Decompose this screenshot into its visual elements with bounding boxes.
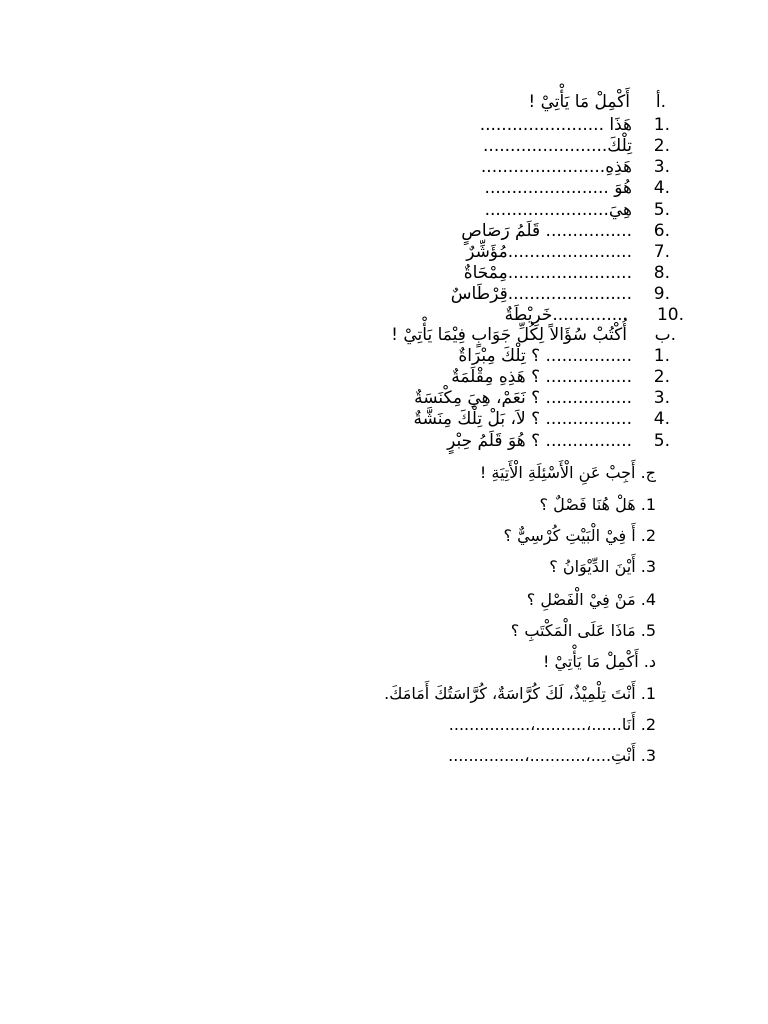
item-text: ................ قَلَمُ رَصَاصٍ — [461, 221, 632, 241]
item-text: 1. أَنْتَ تِلْمِيْذٌ، لَكَ كُرَّاسَةٌ، كُرَّاسَتُكَ أَمَامَكَ. — [384, 684, 656, 703]
item-number: 10. — [656, 305, 684, 325]
item-text: 2. أَنَا......،..........،................ — [448, 715, 656, 734]
item-number: 8. — [653, 263, 670, 283]
item-text: هُوَ ....................... — [484, 178, 632, 198]
item-text: ................ ؟ نَعَمْ، هِيَ مِكْنَسَةٌ — [414, 388, 632, 408]
item-number: 6. — [653, 221, 670, 241]
section-b-marker: ب. — [654, 325, 676, 345]
item-text: ................ ؟ هُوَ قَلَمُ حِبْرٍ — [447, 431, 632, 451]
item-text: ................ ؟ هَذِهِ مِقْلَمَةٌ — [451, 367, 632, 387]
item-number: 9. — [653, 284, 670, 304]
item-number: 3. — [653, 388, 670, 408]
item-text: ..............خَرِيْطَةٌ — [504, 305, 628, 325]
item-text: ................ ؟ لاَ، بَلْ تِلْكَ مِنَشَّةٌ — [413, 409, 632, 429]
section-c-heading-text: ج. أَجِبْ عَنِ الْأَسْئِلَةِ الْأَتِيَةِ ! — [479, 463, 656, 482]
item-text: هِيَ....................... — [484, 200, 632, 220]
item-text: هَذَا ....................... — [479, 115, 632, 135]
section-d-heading-text: د. أَكْمِلْ مَا يَأْتِيْ ! — [543, 652, 656, 671]
item-number: 2. — [653, 367, 670, 387]
question-text: 4. مَنْ فِيْ الْفَصْلِ ؟ — [526, 590, 656, 609]
item-text: تِلْكَ....................... — [483, 136, 632, 156]
item-number: 1. — [653, 115, 670, 135]
item-number: 1. — [653, 346, 670, 366]
item-text: .......................مُؤَشِّرٌ — [466, 242, 632, 262]
item-text: .......................قِرْطَاسٌ — [450, 284, 632, 304]
section-a-heading: أَكْمِلْ مَا يَأْتِيْ ! — [528, 92, 630, 112]
item-number: 4. — [653, 409, 670, 429]
item-text: هَذِهِ....................... — [480, 157, 632, 177]
section-b-heading: أُكْتُبْ سُؤَالاً لِكُلِّ جَوَابٍ فِيْمَا يَأْتِيْ ! — [391, 325, 627, 345]
question-text: 3. أَيْنَ الدِّيْوَانُ ؟ — [549, 557, 656, 576]
item-number: 2. — [653, 136, 670, 156]
item-text: .......................مِمْحَاةٌ — [463, 263, 632, 283]
question-text: 2. أَ فِيْ الْبَيْتِ كُرْسِيٌّ ؟ — [503, 526, 656, 545]
item-number: 4. — [653, 178, 670, 198]
item-text: ................ ؟ تِلْكَ مِبْرَاةٌ — [458, 346, 632, 366]
item-number: 3. — [653, 157, 670, 177]
question-text: 5. مَاذَا عَلَى الْمَكْتَبِ ؟ — [510, 621, 656, 640]
item-text: 3. أَنْتِ....،...........،............... — [448, 746, 656, 765]
question-text: 1. هَلْ هُنَا فَصْلٌ ؟ — [539, 495, 656, 514]
item-number: 5. — [653, 431, 670, 451]
item-number: 5. — [653, 200, 670, 220]
section-a-marker: أ. — [655, 92, 666, 112]
item-number: 7. — [653, 242, 670, 262]
